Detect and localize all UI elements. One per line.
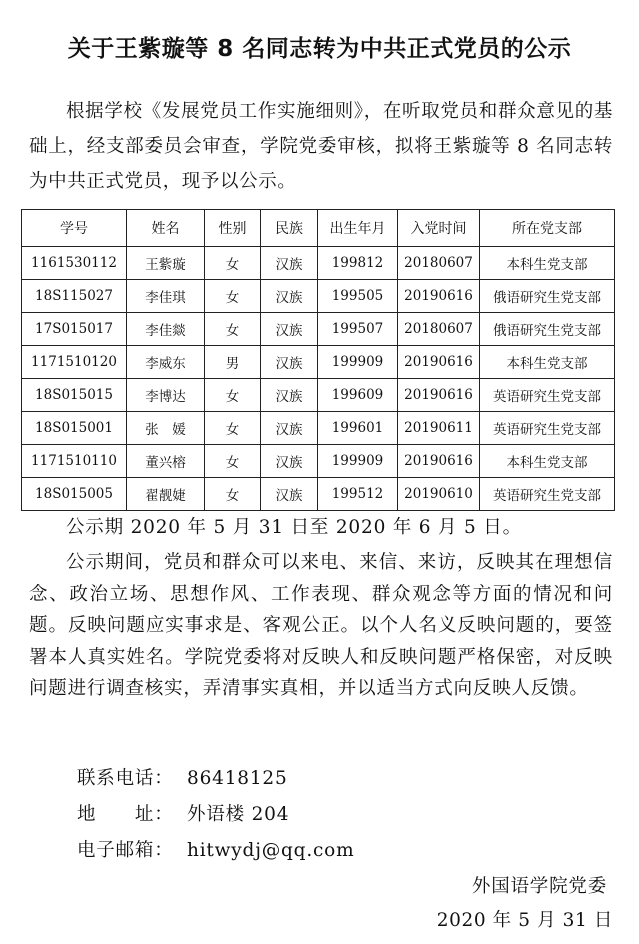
header-gender: 性别 — [205, 210, 261, 247]
cell-birth: 199812 — [318, 247, 398, 280]
cell-student-id: 1161530112 — [22, 247, 127, 280]
intro-paragraph: 根据学校《发展党员工作实施细则》，在听取党员和群众意见的基础上，经支部委员会审查，学院党委审核，拟将王紫璇等 8 名同志转为中共正式党员，现予以公示。 — [29, 101, 613, 192]
table-row — [22, 313, 615, 346]
page-title: 关于王紫璇等 8 名同志转为中共正式党员的公示 — [67, 36, 572, 62]
signer: 外国语学院党委 — [471, 876, 607, 897]
cell-name: 翟靓婕 — [127, 478, 205, 511]
contact-phone — [77, 764, 288, 790]
cell-name: 王紫璇 — [127, 247, 205, 280]
table-header-row — [22, 210, 615, 247]
cell-student-id: 1171510120 — [22, 346, 127, 379]
sign-date: 2020 年 5 月 31 日 — [436, 910, 613, 931]
phone-value: 86418125 — [187, 768, 288, 789]
cell-ethnicity: 汉族 — [261, 478, 318, 511]
cell-branch: 英语研究生党支部 — [480, 412, 615, 445]
table-row — [22, 412, 615, 445]
cell-ethnicity: 汉族 — [261, 379, 318, 412]
table-row — [22, 247, 615, 280]
header-birth: 出生年月 — [318, 210, 398, 247]
cell-branch: 本科生党支部 — [480, 247, 615, 280]
cell-ethnicity: 汉族 — [261, 247, 318, 280]
cell-ethnicity: 汉族 — [261, 445, 318, 478]
cell-birth: 199507 — [318, 313, 398, 346]
table-row — [22, 280, 615, 313]
cell-student-id: 18S015005 — [22, 478, 127, 511]
cell-branch: 本科生党支部 — [480, 346, 615, 379]
cell-ethnicity: 汉族 — [261, 313, 318, 346]
feedback-paragraph: 公示期间，党员和群众可以来电、来信、来访，反映其在理想信念、政治立场、思想作风、工作表现、群众观念等方面的情况和问题。反映问题应实事求是、客观公正。以个人名义反映问题的，要签署本人真实姓名。学院党委将对反映人和反映问题严格保密，对反映问题进行调查核实，弄清事实真相，并以适当方式向反映人反馈。 — [29, 552, 613, 699]
cell-join-date: 20180607 — [398, 247, 480, 280]
cell-birth: 199601 — [318, 412, 398, 445]
cell-join-date: 20190616 — [398, 379, 480, 412]
cell-birth: 199609 — [318, 379, 398, 412]
cell-gender: 女 — [205, 379, 261, 412]
cell-branch: 英语研究生党支部 — [480, 478, 615, 511]
cell-ethnicity: 汉族 — [261, 280, 318, 313]
cell-birth: 199909 — [318, 445, 398, 478]
cell-name: 张 媛 — [127, 412, 205, 445]
header-student-id: 学号 — [22, 210, 127, 247]
cell-gender: 女 — [205, 280, 261, 313]
cell-student-id: 17S015017 — [22, 313, 127, 346]
contact-address — [77, 800, 289, 826]
cell-gender: 女 — [205, 478, 261, 511]
members-table — [21, 209, 615, 511]
header-branch: 所在党支部 — [480, 210, 615, 247]
cell-student-id: 18S115027 — [22, 280, 127, 313]
cell-branch: 俄语研究生党支部 — [480, 280, 615, 313]
cell-join-date: 20190611 — [398, 412, 480, 445]
cell-branch: 俄语研究生党支部 — [480, 313, 615, 346]
cell-join-date: 20190616 — [398, 445, 480, 478]
cell-name: 董兴榕 — [127, 445, 205, 478]
header-name: 姓名 — [127, 210, 205, 247]
cell-name: 李佳燚 — [127, 313, 205, 346]
cell-name: 李威东 — [127, 346, 205, 379]
cell-branch: 英语研究生党支部 — [480, 379, 615, 412]
contact-email — [77, 836, 354, 862]
phone-label: 联系电话： — [77, 768, 174, 789]
address-value: 外语楼 204 — [187, 804, 290, 825]
cell-birth: 199512 — [318, 478, 398, 511]
cell-gender: 女 — [205, 412, 261, 445]
publicity-period: 公示期 2020 年 5 月 31 日至 2020 年 6 月 5 日。 — [66, 517, 522, 538]
cell-ethnicity: 汉族 — [261, 412, 318, 445]
cell-join-date: 20180607 — [398, 313, 480, 346]
address-label: 地 址： — [77, 804, 174, 825]
cell-join-date: 20190616 — [398, 346, 480, 379]
header-ethnicity: 民族 — [261, 210, 318, 247]
cell-student-id: 18S015015 — [22, 379, 127, 412]
cell-gender: 女 — [205, 247, 261, 280]
cell-join-date: 20190610 — [398, 478, 480, 511]
table-row — [22, 379, 615, 412]
cell-student-id: 18S015001 — [22, 412, 127, 445]
cell-join-date: 20190616 — [398, 280, 480, 313]
cell-branch: 本科生党支部 — [480, 445, 615, 478]
cell-student-id: 1171510110 — [22, 445, 127, 478]
email-label: 电子邮箱： — [77, 840, 174, 861]
table-row — [22, 445, 615, 478]
cell-name: 李佳琪 — [127, 280, 205, 313]
table-row — [22, 478, 615, 511]
email-value: hitwydj@qq.com — [187, 840, 355, 861]
header-join-date: 入党时间 — [398, 210, 480, 247]
cell-birth: 199909 — [318, 346, 398, 379]
table-row — [22, 346, 615, 379]
cell-ethnicity: 汉族 — [261, 346, 318, 379]
cell-gender: 女 — [205, 313, 261, 346]
cell-name: 李博达 — [127, 379, 205, 412]
cell-gender: 男 — [205, 346, 261, 379]
cell-gender: 女 — [205, 445, 261, 478]
cell-birth: 199505 — [318, 280, 398, 313]
